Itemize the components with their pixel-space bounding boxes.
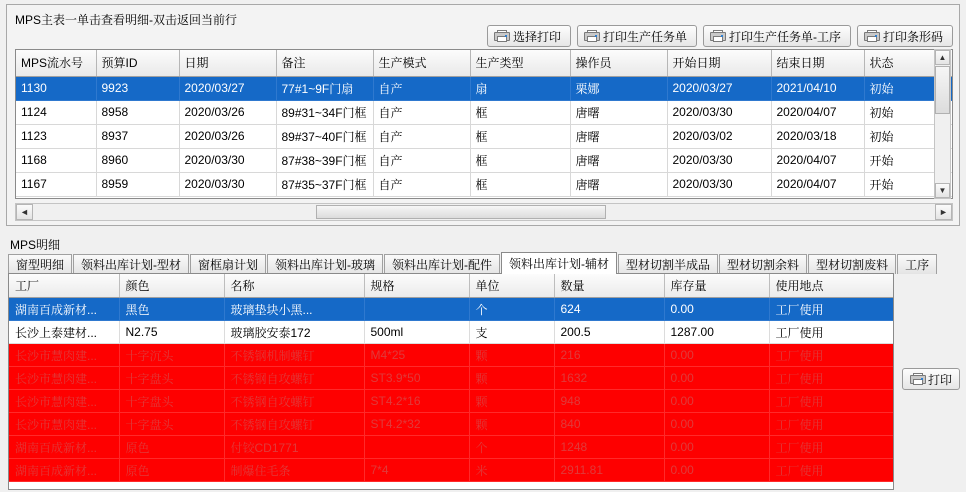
cell-production-type: 框 — [470, 100, 570, 124]
cell-start-date: 2020/03/27 — [667, 76, 771, 100]
col-header-budget-id[interactable]: 预算ID — [96, 50, 179, 76]
cell-operator: 唐曙 — [570, 172, 667, 196]
cell-operator: 唐曙 — [570, 148, 667, 172]
scroll-left-arrow-icon[interactable]: ◄ — [16, 204, 33, 220]
cell-stock: 1287.00 — [664, 321, 769, 344]
table-row[interactable] — [9, 413, 893, 436]
header-row — [16, 50, 953, 76]
cell-quantity: 216 — [554, 344, 664, 367]
cell-date: 2020/03/26 — [179, 124, 276, 148]
cell-spec: 500ml — [364, 321, 469, 344]
table-row[interactable] — [9, 459, 893, 482]
cell-quantity: 200.5 — [554, 321, 664, 344]
col-header-quantity[interactable]: 数量 — [554, 274, 664, 298]
detail-print-label: 打印 — [927, 372, 952, 387]
cell-quantity: 624 — [554, 298, 664, 321]
cell-usage-location: 工厂使用 — [769, 298, 893, 321]
cell-factory: 湖南百成新材... — [9, 436, 119, 459]
cell-end-date: 2020/03/18 — [771, 124, 864, 148]
cell-spec: 7*4 — [364, 459, 469, 482]
col-header-unit[interactable]: 单位 — [469, 274, 554, 298]
table-row[interactable] — [16, 76, 953, 100]
col-header-usage-location[interactable]: 使用地点 — [769, 274, 893, 298]
col-header-remark[interactable]: 备注 — [276, 50, 373, 76]
print-production-order-process-label: 打印生产任务单-工序 — [728, 29, 841, 44]
vertical-scroll-thumb[interactable] — [935, 66, 950, 114]
tab-profile-cut-semi-finished[interactable]: 型材切割半成品 — [618, 254, 718, 274]
cell-name: 不锈钢自攻螺钉 — [224, 367, 364, 390]
col-header-factory[interactable]: 工厂 — [9, 274, 119, 298]
table-row[interactable] — [9, 436, 893, 459]
col-header-mps-serial[interactable]: MPS流水号 — [16, 50, 96, 76]
select-print-label: 选择打印 — [512, 29, 561, 44]
cell-production-mode: 自产 — [373, 148, 470, 172]
cell-unit: 颗 — [469, 367, 554, 390]
detail-print-button[interactable] — [902, 368, 960, 390]
print-production-order-label: 打印生产任务单 — [602, 29, 687, 44]
cell-operator: 栗娜 — [570, 76, 667, 100]
mps-master-panel — [6, 4, 960, 226]
cell-unit: 颗 — [469, 413, 554, 436]
printer-icon — [584, 30, 598, 42]
horizontal-scroll-thumb[interactable] — [316, 205, 606, 219]
cell-usage-location: 工厂使用 — [769, 367, 893, 390]
tab-material-out-profile[interactable]: 领料出库计划-型材 — [73, 254, 189, 274]
printer-icon — [494, 30, 508, 42]
tab-window-detail[interactable]: 窗型明细 — [8, 254, 72, 274]
cell-stock: 0.00 — [664, 436, 769, 459]
table-row[interactable] — [16, 100, 953, 124]
cell-date: 2020/03/27 — [179, 76, 276, 100]
tab-profile-cut-waste[interactable]: 型材切割废料 — [808, 254, 896, 274]
printer-icon — [864, 30, 878, 42]
cell-unit: 颗 — [469, 344, 554, 367]
cell-unit: 个 — [469, 436, 554, 459]
cell-factory: 长沙市慧肉建... — [9, 390, 119, 413]
cell-quantity: 1248 — [554, 436, 664, 459]
cell-color: 十字盘头 — [119, 413, 224, 436]
cell-spec — [364, 436, 469, 459]
table-row[interactable] — [9, 367, 893, 390]
cell-color: 原色 — [119, 459, 224, 482]
cell-factory: 长沙市慧肉建... — [9, 413, 119, 436]
cell-unit: 颗 — [469, 390, 554, 413]
cell-usage-location: 工厂使用 — [769, 413, 893, 436]
cell-usage-location: 工厂使用 — [769, 459, 893, 482]
cell-production-type: 扇 — [470, 76, 570, 100]
cell-color: N2.75 — [119, 321, 224, 344]
table-row[interactable] — [9, 321, 893, 344]
cell-production-mode: 自产 — [373, 124, 470, 148]
toolbar — [487, 25, 953, 47]
cell-end-date: 2021/04/10 — [771, 76, 864, 100]
scroll-right-arrow-icon[interactable]: ► — [935, 204, 952, 220]
cell-production-mode: 自产 — [373, 172, 470, 196]
col-header-end-date[interactable]: 结束日期 — [771, 50, 864, 76]
tab-process[interactable]: 工序 — [897, 254, 937, 274]
col-header-production-type[interactable]: 生产类型 — [470, 50, 570, 76]
tab-material-out-glass[interactable]: 领料出库计划-玻璃 — [267, 254, 383, 274]
cell-mps-serial: 1123 — [16, 124, 96, 148]
table-row[interactable] — [9, 298, 893, 321]
cell-unit: 支 — [469, 321, 554, 344]
cell-stock: 0.00 — [664, 298, 769, 321]
cell-name: 玻璃垫块小黑... — [224, 298, 364, 321]
cell-spec: M4*25 — [364, 344, 469, 367]
cell-color: 原色 — [119, 436, 224, 459]
table-row[interactable] — [9, 344, 893, 367]
printer-icon — [710, 30, 724, 42]
cell-mps-serial: 1167 — [16, 172, 96, 196]
cell-factory: 湖南百成新材... — [9, 459, 119, 482]
cell-usage-location: 工厂使用 — [769, 321, 893, 344]
detail-tabs — [8, 252, 930, 274]
cell-usage-location: 工厂使用 — [769, 344, 893, 367]
mps-master-table — [16, 50, 953, 197]
printer-icon — [910, 373, 924, 385]
cell-spec — [364, 298, 469, 321]
table-row[interactable] — [16, 172, 953, 196]
cell-mps-serial: 1168 — [16, 148, 96, 172]
cell-stock: 0.00 — [664, 390, 769, 413]
cell-stock: 0.00 — [664, 367, 769, 390]
cell-factory: 长沙市慧肉建... — [9, 367, 119, 390]
cell-quantity: 840 — [554, 413, 664, 436]
col-header-spec[interactable]: 规格 — [364, 274, 469, 298]
col-header-operator[interactable]: 操作员 — [570, 50, 667, 76]
col-header-stock[interactable]: 库存量 — [664, 274, 769, 298]
cell-quantity: 2911.81 — [554, 459, 664, 482]
cell-remark: 89#37~40F门框 — [276, 124, 373, 148]
cell-status: 开始 — [864, 148, 953, 172]
cell-spec: ST3.9*50 — [364, 367, 469, 390]
cell-budget-id: 8937 — [96, 124, 179, 148]
cell-status: 初始 — [864, 76, 953, 100]
cell-status: 初始 — [864, 100, 953, 124]
col-header-color[interactable]: 颜色 — [119, 274, 224, 298]
cell-name: 不锈钢机制螺钉 — [224, 344, 364, 367]
cell-spec: ST4.2*16 — [364, 390, 469, 413]
detail-grid[interactable] — [8, 273, 894, 490]
print-production-order-process-button[interactable] — [703, 25, 851, 47]
cell-remark: 77#1~9F门扇 — [276, 76, 373, 100]
cell-name: 玻璃胶安泰172 — [224, 321, 364, 344]
cell-stock: 0.00 — [664, 344, 769, 367]
cell-end-date: 2020/04/07 — [771, 172, 864, 196]
cell-date: 2020/03/30 — [179, 172, 276, 196]
cell-budget-id: 8959 — [96, 172, 179, 196]
cell-date: 2020/03/30 — [179, 148, 276, 172]
cell-start-date: 2020/03/02 — [667, 124, 771, 148]
cell-budget-id: 9923 — [96, 76, 179, 100]
print-barcode-button[interactable] — [857, 25, 953, 47]
cell-production-type: 框 — [470, 172, 570, 196]
cell-quantity: 948 — [554, 390, 664, 413]
cell-stock: 0.00 — [664, 459, 769, 482]
cell-mps-serial: 1124 — [16, 100, 96, 124]
cell-operator: 唐曙 — [570, 100, 667, 124]
tab-material-out-auxiliary[interactable]: 领料出库计划-辅材 — [501, 252, 617, 274]
cell-production-mode: 自产 — [373, 100, 470, 124]
cell-budget-id: 8958 — [96, 100, 179, 124]
cell-end-date: 2020/04/07 — [771, 148, 864, 172]
cell-name: 不锈钢自攻螺钉 — [224, 390, 364, 413]
cell-usage-location: 工厂使用 — [769, 436, 893, 459]
cell-unit: 米 — [469, 459, 554, 482]
cell-color: 十字盘头 — [119, 367, 224, 390]
cell-name: 付铰CD1771 — [224, 436, 364, 459]
cell-color: 黑色 — [119, 298, 224, 321]
cell-production-type: 框 — [470, 148, 570, 172]
col-header-production-mode[interactable]: 生产模式 — [373, 50, 470, 76]
cell-unit: 个 — [469, 298, 554, 321]
tab-material-out-parts[interactable]: 领料出库计划-配件 — [384, 254, 500, 274]
cell-budget-id: 8960 — [96, 148, 179, 172]
col-header-start-date[interactable]: 开始日期 — [667, 50, 771, 76]
tab-profile-cut-remainder[interactable]: 型材切割余料 — [719, 254, 807, 274]
table-row[interactable] — [16, 148, 953, 172]
col-header-name[interactable]: 名称 — [224, 274, 364, 298]
cell-spec: ST4.2*32 — [364, 413, 469, 436]
detail-title: MPS明细 — [10, 238, 61, 252]
cell-factory: 长沙上泰建材... — [9, 321, 119, 344]
col-header-status[interactable]: 状态 — [864, 50, 953, 76]
cell-remark: 87#35~37F门框 — [276, 172, 373, 196]
detail-table — [9, 274, 894, 482]
cell-stock: 0.00 — [664, 413, 769, 436]
cell-production-mode: 自产 — [373, 76, 470, 100]
cell-operator: 唐曙 — [570, 124, 667, 148]
scroll-down-arrow-icon[interactable]: ▼ — [935, 183, 950, 198]
table-row[interactable] — [9, 390, 893, 413]
col-header-date[interactable]: 日期 — [179, 50, 276, 76]
cell-color: 十字沉头 — [119, 344, 224, 367]
table-row[interactable] — [16, 124, 953, 148]
cell-remark: 89#31~34F门框 — [276, 100, 373, 124]
cell-quantity: 1632 — [554, 367, 664, 390]
cell-name: 制爆住毛条 — [224, 459, 364, 482]
cell-start-date: 2020/03/30 — [667, 172, 771, 196]
scroll-up-arrow-icon[interactable]: ▲ — [935, 50, 950, 65]
cell-production-type: 框 — [470, 124, 570, 148]
tab-window-frame-sash-plan[interactable]: 窗框扇计划 — [190, 254, 266, 274]
cell-status: 初始 — [864, 124, 953, 148]
select-print-button[interactable] — [487, 25, 571, 47]
cell-date: 2020/03/26 — [179, 100, 276, 124]
cell-start-date: 2020/03/30 — [667, 100, 771, 124]
cell-factory: 湖南百成新材... — [9, 298, 119, 321]
print-barcode-label: 打印条形码 — [882, 29, 943, 44]
cell-remark: 87#38~39F门框 — [276, 148, 373, 172]
cell-name: 不锈钢自攻螺钉 — [224, 413, 364, 436]
print-production-order-button[interactable] — [577, 25, 697, 47]
cell-end-date: 2020/04/07 — [771, 100, 864, 124]
header-row — [9, 274, 893, 298]
detail-print-area — [902, 368, 960, 390]
mps-master-grid[interactable] — [15, 49, 953, 199]
panel-title: MPS主表一单击查看明细-双击返回当前行 — [15, 13, 238, 27]
master-grid-vertical-scrollbar[interactable] — [934, 49, 951, 199]
cell-mps-serial: 1130 — [16, 76, 96, 100]
cell-usage-location: 工厂使用 — [769, 390, 893, 413]
cell-status: 开始 — [864, 172, 953, 196]
cell-color: 十字盘头 — [119, 390, 224, 413]
master-grid-horizontal-scrollbar[interactable] — [15, 203, 953, 221]
cell-factory: 长沙市慧肉建... — [9, 344, 119, 367]
cell-start-date: 2020/03/30 — [667, 148, 771, 172]
